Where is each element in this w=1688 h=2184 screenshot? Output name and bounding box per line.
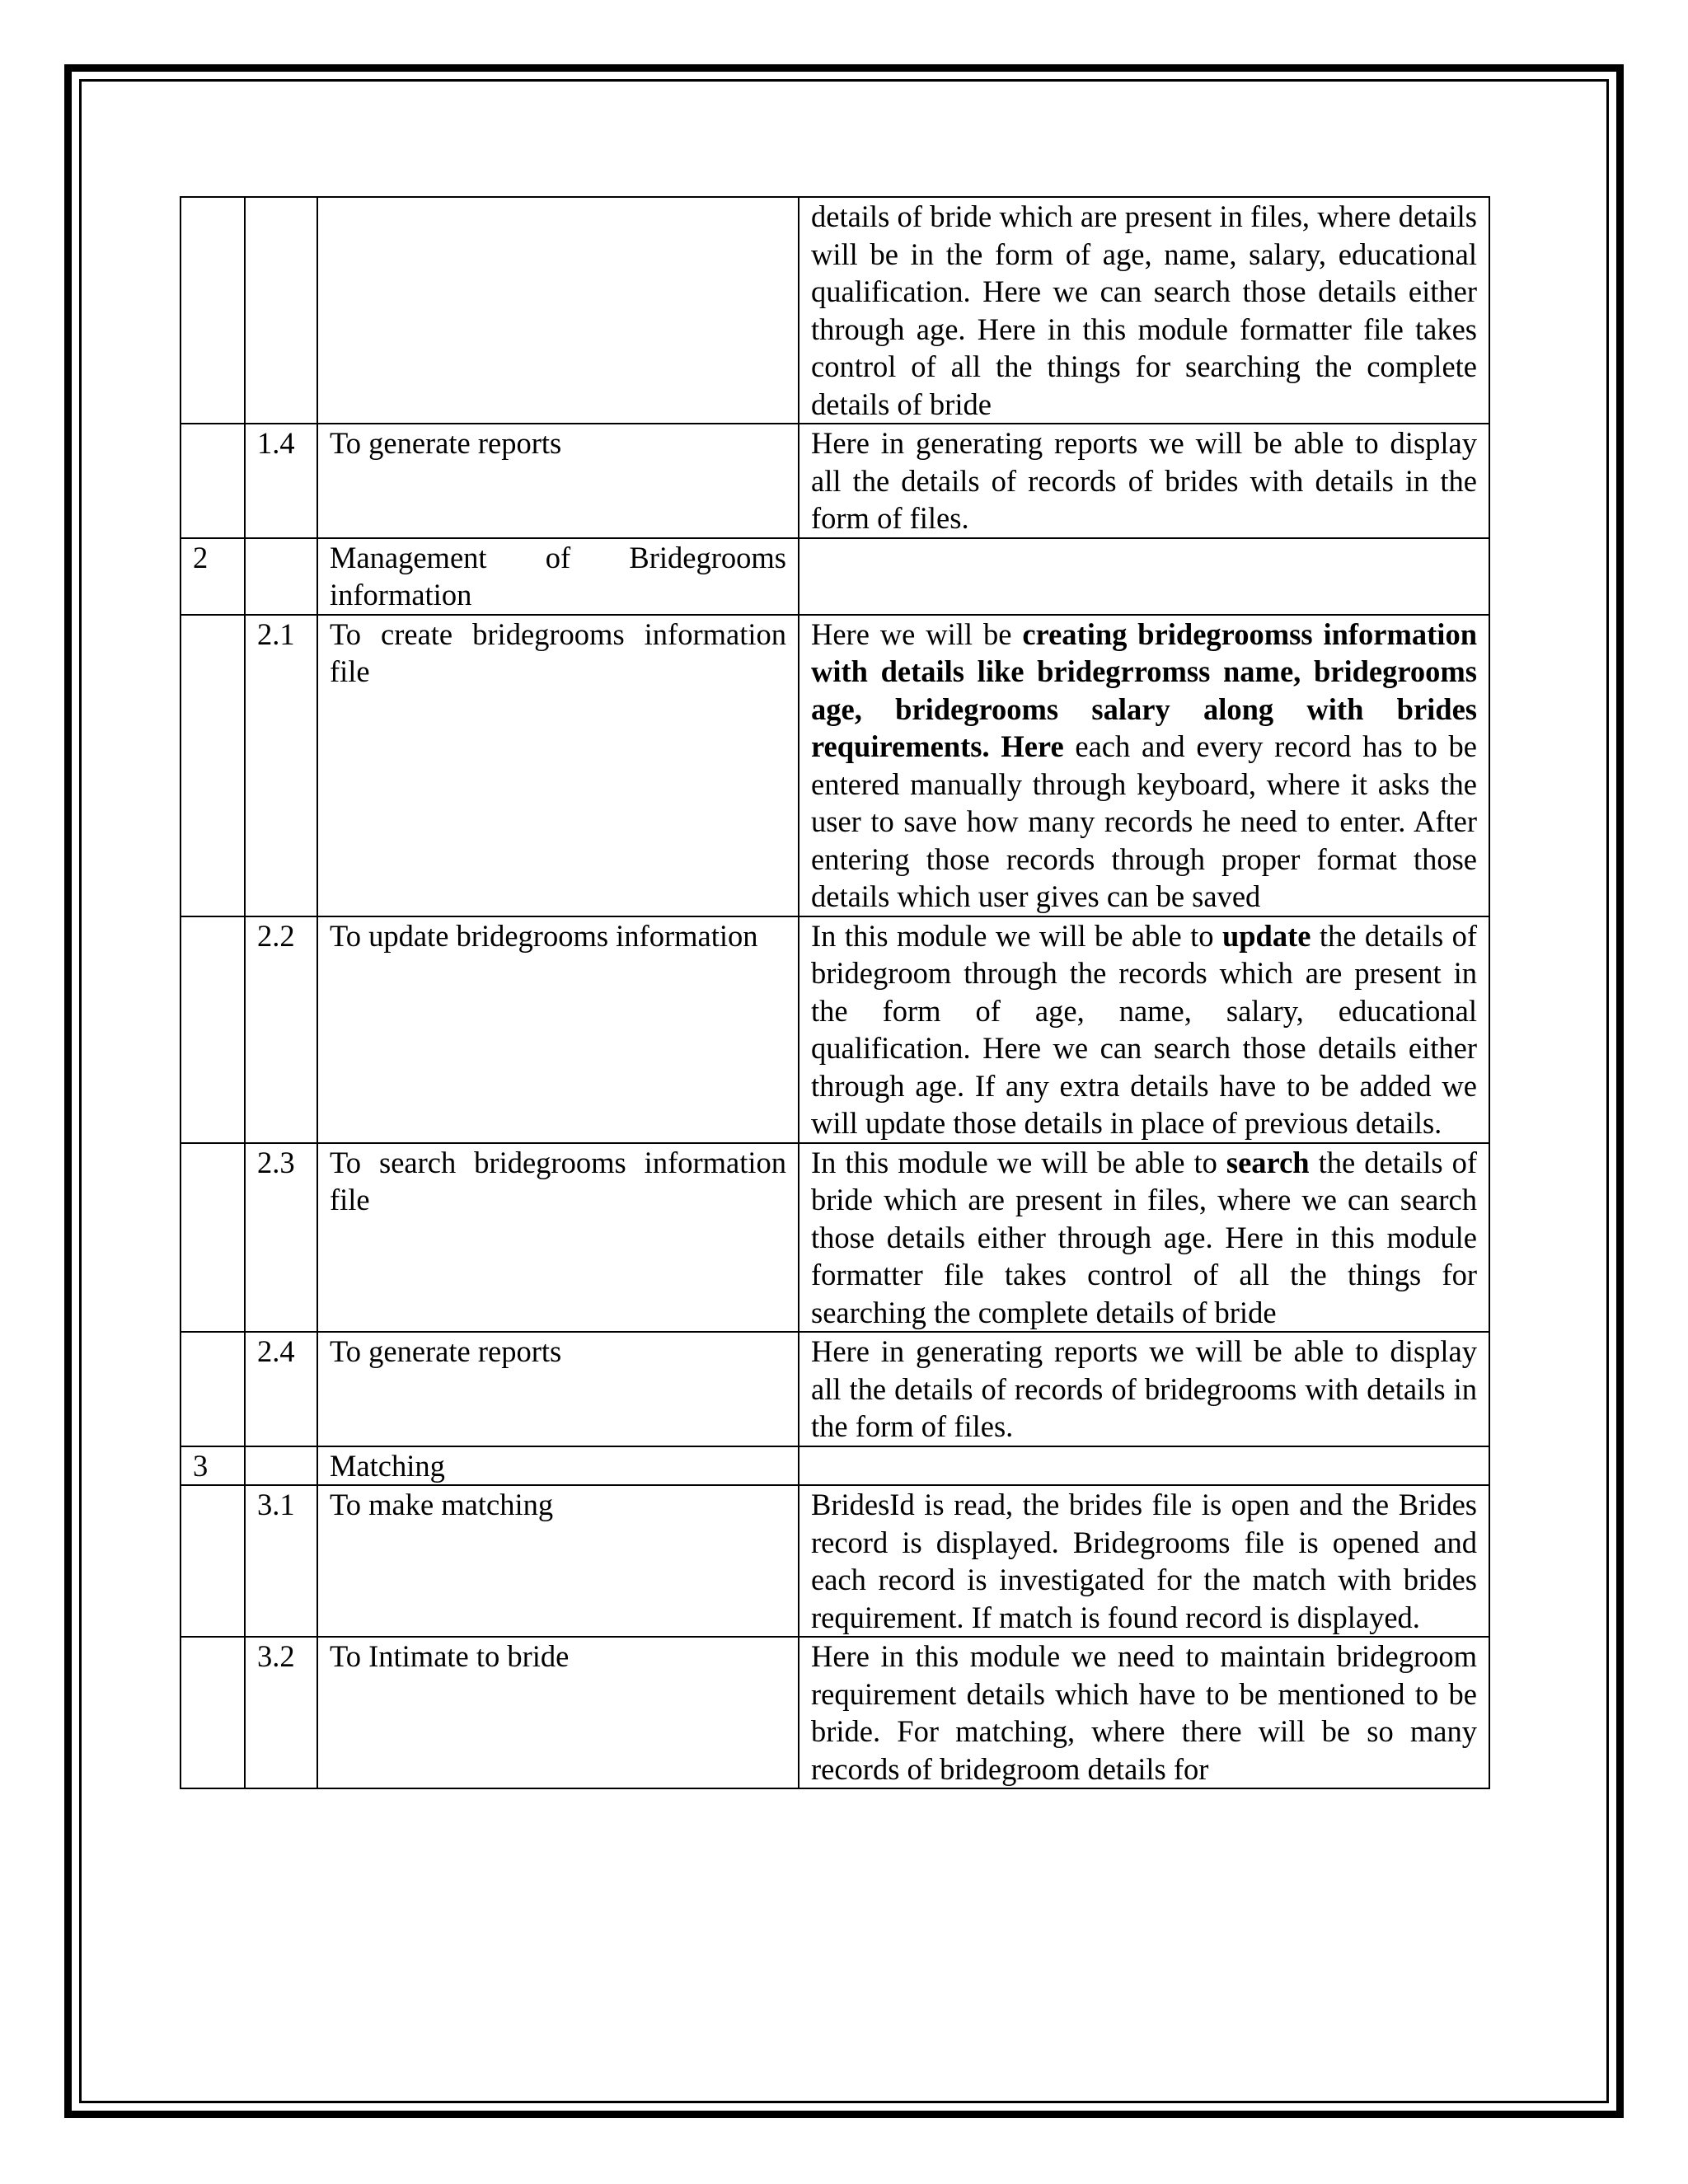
description-text: the details of bride which are present in files, where we can search those details either through age. Here in this module formatter file takes control of all the things for searching the complete details of bride bbox=[811, 1145, 1477, 1329]
module-name-cell bbox=[317, 197, 799, 424]
description-cell bbox=[799, 1143, 1489, 1333]
submodule-number-cell bbox=[245, 538, 317, 615]
description-text: Here we will be bbox=[811, 616, 1023, 651]
table-row bbox=[181, 1446, 1489, 1486]
description-text: details of bride which are present in files, where details will be in the form of age, name, salary, educational qualification. Here we can search those details either through age. Here in this module formatter file takes control of all the things for searching the complete details of bride bbox=[811, 199, 1477, 421]
submodule-number-cell: 2.3 bbox=[245, 1143, 317, 1333]
module-name-cell: To Intimate to bride bbox=[317, 1637, 799, 1788]
description-text: each and every record has to be entered manually through keyboard, where it asks the user to save how many records he need to enter. After entering those records through proper format those details which user gives can be saved bbox=[811, 729, 1477, 913]
description-bold-text: update bbox=[1221, 918, 1311, 953]
submodule-number-cell: 1.4 bbox=[245, 424, 317, 538]
module-name-cell: Management of Bridegrooms information bbox=[317, 538, 799, 615]
module-number-cell bbox=[181, 197, 245, 424]
description-cell bbox=[799, 1637, 1489, 1788]
description-text: In this module we will be able to bbox=[811, 918, 1222, 953]
submodule-number-cell: 2.1 bbox=[245, 615, 317, 916]
table-row bbox=[181, 424, 1489, 538]
table-row bbox=[181, 1637, 1489, 1788]
module-number-cell bbox=[181, 615, 245, 916]
submodule-number-cell: 2.2 bbox=[245, 916, 317, 1143]
description-bold-text: creating bridegroomss information with details like bridegrromss name, bridegrooms age, bridegrooms salary along with brides requirements. Here bbox=[811, 616, 1477, 763]
description-cell bbox=[799, 538, 1489, 615]
module-name-cell: To search bridegrooms information file bbox=[317, 1143, 799, 1333]
submodule-number-cell: 3.1 bbox=[245, 1485, 317, 1637]
module-table-body bbox=[181, 197, 1489, 1788]
description-cell bbox=[799, 916, 1489, 1143]
table-row bbox=[181, 1332, 1489, 1446]
description-cell bbox=[799, 1332, 1489, 1446]
module-number-cell: 3 bbox=[181, 1446, 245, 1486]
description-text: In this module we will be able to bbox=[811, 1145, 1226, 1179]
table-row bbox=[181, 1485, 1489, 1637]
table-row bbox=[181, 1143, 1489, 1333]
description-text: the details of bridegroom through the records which are present in the form of age, name, salary, educational qualification. Here we can search those details either through age. If any extra details have to be added we will update those details in place of previous details. bbox=[811, 918, 1477, 1140]
description-cell bbox=[799, 197, 1489, 424]
module-name-cell: To generate reports bbox=[317, 1332, 799, 1446]
module-number-cell bbox=[181, 424, 245, 538]
description-cell bbox=[799, 615, 1489, 916]
description-text: Here in generating reports we will be able to display all the details of records of bridegrooms with details in the form of files. bbox=[811, 1334, 1477, 1443]
submodule-number-cell: 3.2 bbox=[245, 1637, 317, 1788]
submodule-number-cell: 2.4 bbox=[245, 1332, 317, 1446]
submodule-number-cell bbox=[245, 197, 317, 424]
table-row bbox=[181, 197, 1489, 424]
description-text: BridesId is read, the brides file is open and the Brides record is displayed. Bridegrooms file is opened and each record is investigated for the match with brides requirement. If match is found record is displayed. bbox=[811, 1488, 1477, 1634]
table-row bbox=[181, 538, 1489, 615]
table-row bbox=[181, 916, 1489, 1143]
module-name-cell: To make matching bbox=[317, 1485, 799, 1637]
description-bold-text: search bbox=[1226, 1145, 1310, 1179]
description-cell bbox=[799, 424, 1489, 538]
description-cell bbox=[799, 1485, 1489, 1637]
module-table bbox=[180, 196, 1490, 1789]
table-row bbox=[181, 615, 1489, 916]
module-name-cell: To create bridegrooms information file bbox=[317, 615, 799, 916]
module-name-cell: Matching bbox=[317, 1446, 799, 1486]
description-cell bbox=[799, 1446, 1489, 1486]
module-number-cell: 2 bbox=[181, 538, 245, 615]
module-number-cell bbox=[181, 1485, 245, 1637]
description-text: Here in generating reports we will be able to display all the details of records of brides with details in the form of files. bbox=[811, 426, 1477, 535]
module-number-cell bbox=[181, 1332, 245, 1446]
module-number-cell bbox=[181, 1143, 245, 1333]
module-name-cell: To update bridegrooms information bbox=[317, 916, 799, 1143]
module-number-cell bbox=[181, 1637, 245, 1788]
submodule-number-cell bbox=[245, 1446, 317, 1486]
description-text: Here in this module we need to maintain bridegroom requirement details which have to be mentioned to be bride. For matching, where there will be so many records of bridegroom details for bbox=[811, 1639, 1477, 1786]
module-name-cell: To generate reports bbox=[317, 424, 799, 538]
module-number-cell bbox=[181, 916, 245, 1143]
